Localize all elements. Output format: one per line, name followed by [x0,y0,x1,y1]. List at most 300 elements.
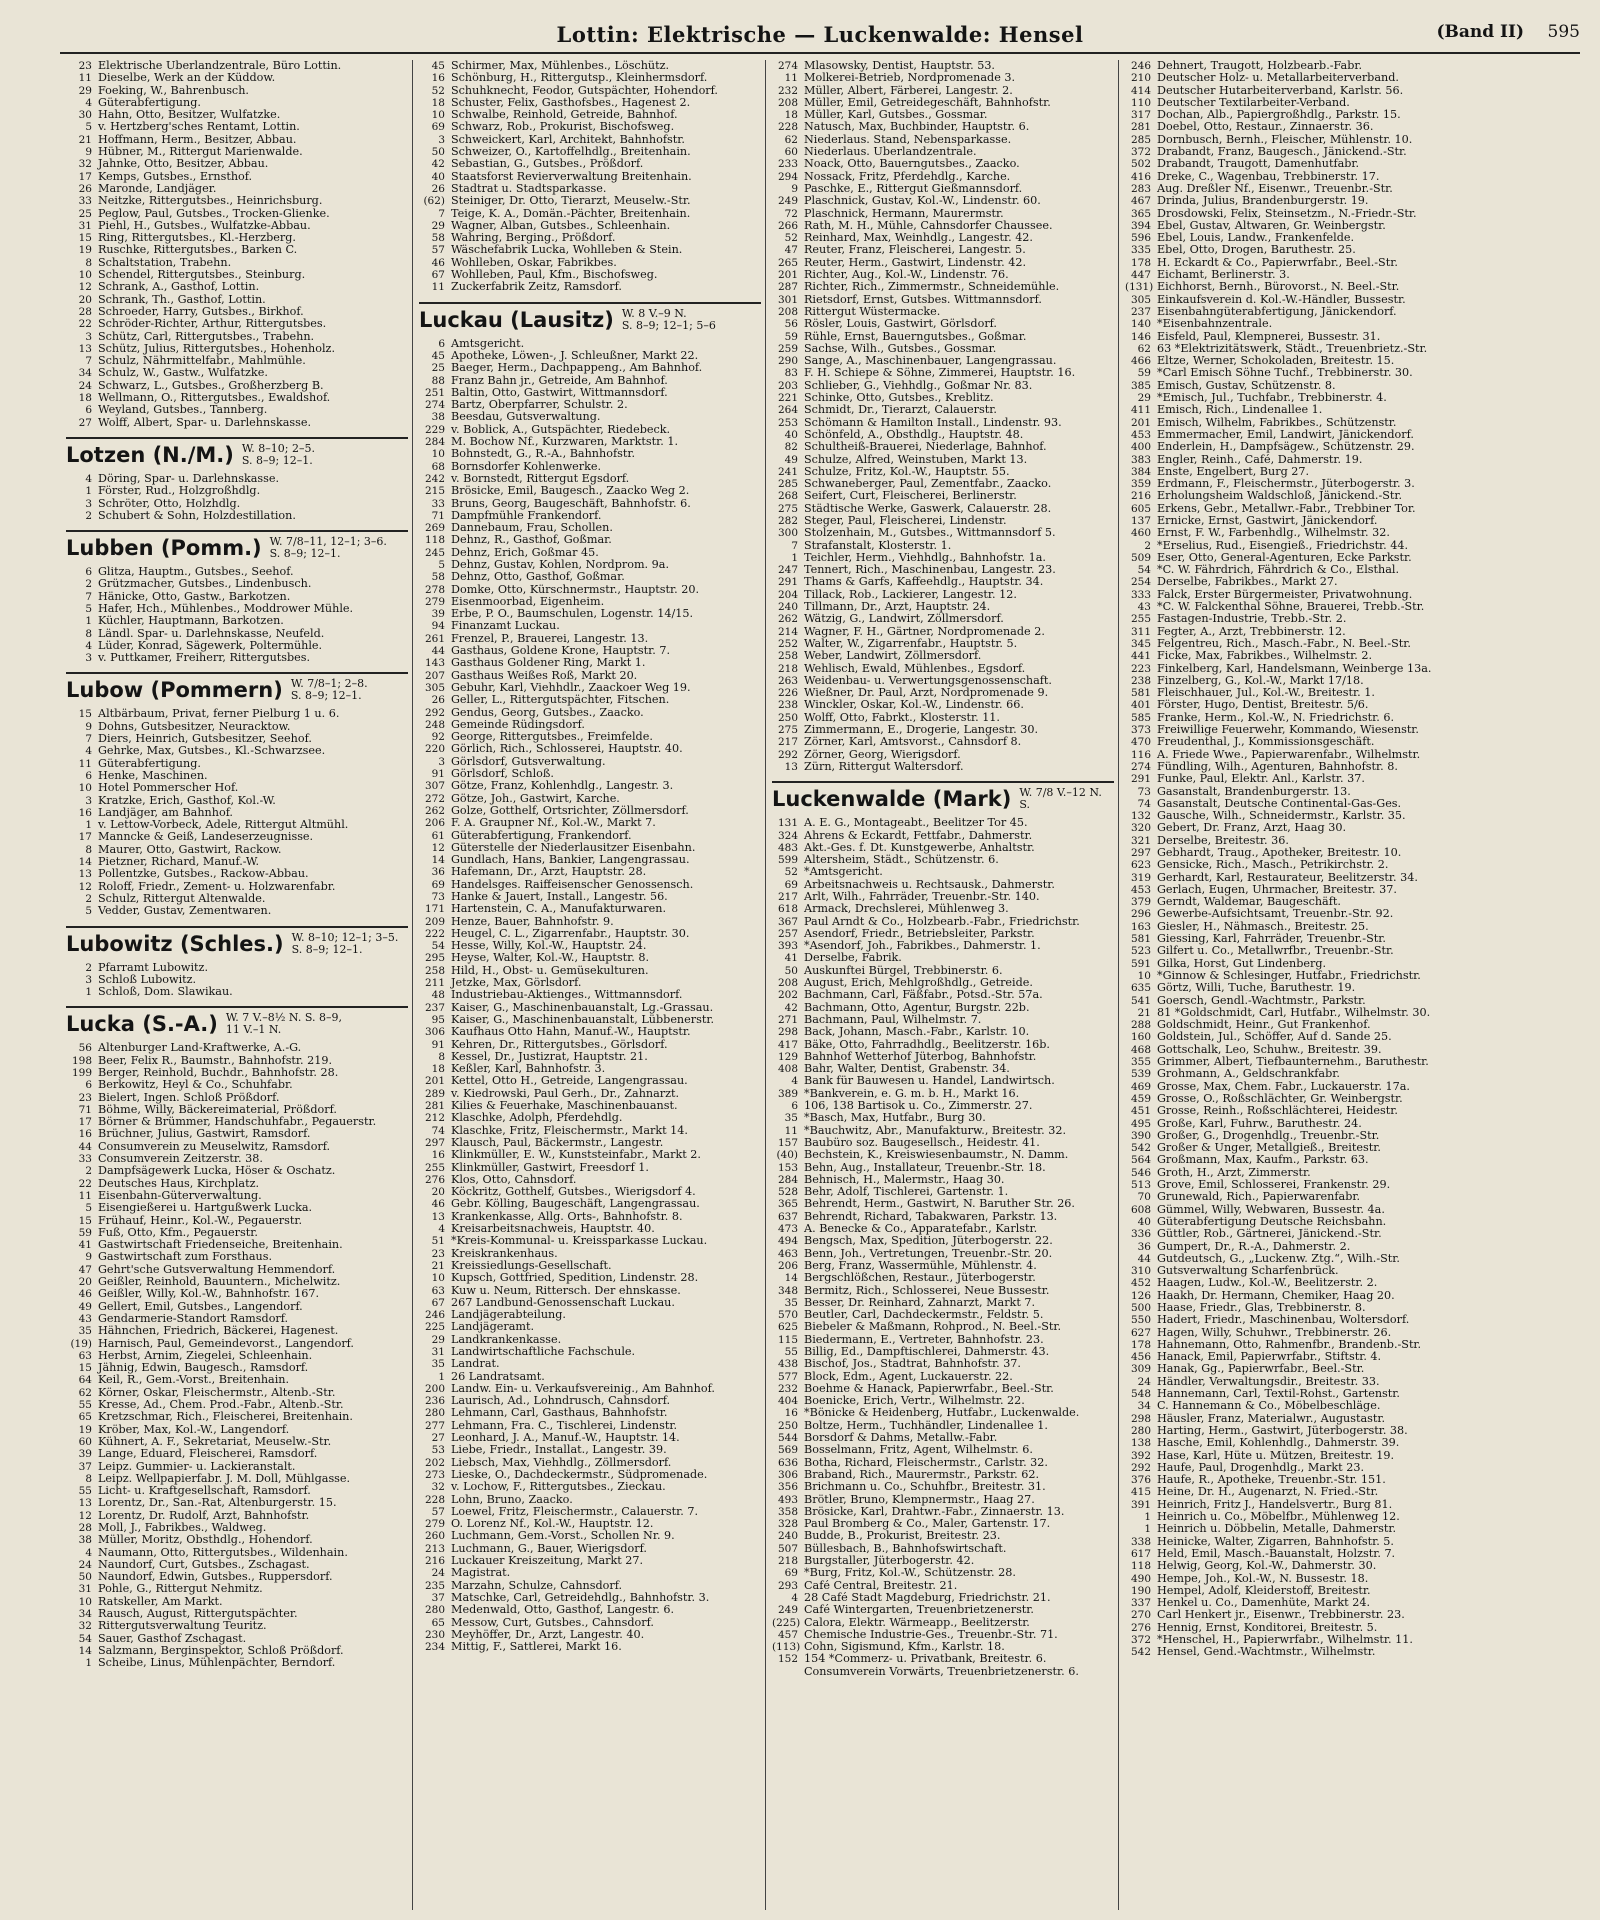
subscriber-name: Gerhardt, Karl, Restaurateur, Beelitzerstr. 34. [1157,871,1418,884]
subscriber-name: Teichler, Herm., Viehhdlg., Bahnhofstr. 1a. [804,551,1046,564]
phone-number: 12 [431,841,445,854]
subscriber-name: Güterabfertigung. [98,757,201,770]
phone-number: 41 [784,952,798,965]
subscriber-entry [419,842,761,854]
phone-number: 274 [1130,760,1151,773]
subscriber-entry [772,1285,1114,1297]
subscriber-name: Messow, Curt, Gutsbes., Cahnsdorf. [451,1616,654,1629]
phone-number: 13 [431,1210,445,1223]
subscriber-name: Hild, H., Obst- u. Gemüsekulturen. [451,964,649,977]
phone-number: 280 [1130,1424,1151,1437]
subscriber-entry [419,1604,761,1616]
phone-number: 627 [1130,1326,1151,1339]
subscriber-name: Bosselmann, Fritz, Agent, Wilhelmstr. 6. [804,1444,1033,1457]
subscriber-name: Grunewald, Rich., Papierwarenfabr. [1157,1191,1361,1204]
subscriber-entry [1125,380,1470,392]
subscriber-name: Besser, Dr. Reinhard, Zahnarzt, Markt 7. [804,1296,1036,1309]
subscriber-entry [419,220,761,232]
subscriber-entry [66,1190,408,1202]
subscriber-entry [1125,1031,1470,1043]
subscriber-entry [772,1112,1114,1124]
subscriber-entry [66,1178,408,1190]
phone-number: 569 [777,1444,798,1457]
subscriber-name: Rausch, August, Rittergutspächter. [98,1608,298,1621]
subscriber-name: Gutsverwaltung Scharfenbrück. [1157,1265,1339,1278]
subscriber-entry [772,854,1114,866]
subscriber-name: Harnisch, Paul, Gemeindevorst., Langendorf. [98,1337,354,1350]
phone-number: 54 [431,940,445,953]
subscriber-name: Arlt, Wilh., Fahrräder, Treuenbr.-Str. 140. [804,891,1040,903]
phone-number: 21 [78,133,92,146]
subscriber-entry [66,795,408,807]
subscriber-entry [1125,466,1470,478]
subscriber-name: Lehmann, Fra. C., Tischlerei, Lindenstr. [451,1419,677,1432]
subscriber-entry [772,466,1114,478]
subscriber-entry [66,1350,408,1362]
subscriber-entry [66,1264,408,1276]
subscriber-entry [66,1399,408,1411]
subscriber-entry [419,411,761,423]
subscriber-name: Schütz, Carl, Rittergutsbes., Trabehn. [98,330,315,343]
subscriber-name: Manncke & Geiß, Landeserzeugnisse. [98,831,314,844]
subscriber-name: v. Lettow-Vorbeck, Adele, Rittergut Altmühl. [98,819,349,832]
phone-number: 384 [1130,465,1151,478]
phone-number: 11 [78,72,92,85]
phone-number: 9 [791,182,798,195]
subscriber-entry [419,1506,761,1518]
subscriber-entry [1125,699,1470,711]
subscriber-name: Drabandt, Traugott, Damenhutfabr. [1157,158,1360,171]
phone-number: 35 [431,1358,445,1371]
phone-number: 238 [1130,674,1151,687]
phone-number: 208 [777,305,798,318]
phone-number: 21 [1137,1006,1151,1019]
subscriber-entry [1125,995,1470,1007]
subscriber-name: Goersch, Gendl.-Wachtmstr., Parkstr. [1157,994,1366,1007]
subscriber-name: Gewerbe-Aufsichtsamt, Treuenbr.-Str. 92. [1157,908,1394,921]
subscriber-name: Staatsforst Revierverwaltung Breitenhain. [451,170,692,183]
subscriber-name: Dornbusch, Bernh., Fleischer, Mühlenstr. 10. [1157,133,1413,146]
subscriber-name: Hasche, Emil, Kohlenhdlg., Dahmerstr. 39. [1157,1437,1400,1450]
phone-number: 10 [78,269,92,282]
subscriber-entry [419,866,761,878]
subscriber-entry [772,1100,1114,1112]
subscriber-name: Naumann, Otto, Rittergutsbes., Wildenhain. [98,1546,348,1559]
phone-number: 305 [1130,293,1151,306]
phone-number: 2 [85,961,92,974]
town-heading [66,672,408,702]
subscriber-entry [419,1297,761,1309]
subscriber-name: George, Rittergutsbes., Freimfelde. [451,731,653,744]
phone-number: 390 [1130,1129,1151,1142]
phone-number: 29 [78,84,92,97]
phone-number: 40 [784,428,798,441]
phone-number: 249 [777,195,798,208]
subscriber-name: Boenicke, Erich, Vertr., Wilhelmstr. 22. [804,1395,1025,1408]
phone-number: 247 [777,564,798,577]
phone-number: 493 [777,1493,798,1506]
subscriber-name: Bäke, Otto, Fahrradhdlg., Beelitzerstr. 16b. [804,1038,1050,1051]
subscriber-name: C. Hannemann & Co., Möbelbeschläge. [1157,1400,1381,1413]
subscriber-name: Ernst, F. W., Farbenhdlg., Wilhelmstr. 32. [1157,527,1390,540]
subscriber-name: *Amtsgericht. [804,866,883,879]
subscriber-entry [772,650,1114,662]
phone-number: 4 [85,1546,92,1559]
phone-number: 233 [777,158,798,171]
subscriber-entry [419,1407,761,1419]
subscriber-name: Grosse, Max, Chem. Fabr., Luckauerstr. 17a. [1157,1080,1410,1093]
subscriber-entry [419,1248,761,1260]
subscriber-name: Lüder, Konrad, Sägewerk, Poltermühle. [98,639,323,652]
directory-page [60,60,1580,1910]
subscriber-entry [772,195,1114,207]
subscriber-entry [1125,1376,1470,1388]
subscriber-name: Kratzke, Erich, Gasthof, Kol.-W. [98,794,276,807]
subscriber-entry [772,429,1114,441]
subscriber-name: Ebel, Otto, Drogen, Baruthestr. 25. [1157,244,1356,257]
subscriber-entry [419,743,761,755]
subscriber-entry [772,72,1114,84]
phone-number: 94 [431,620,445,633]
subscriber-entry [772,1309,1114,1321]
phone-number: 345 [1130,637,1151,650]
subscriber-entry [66,1104,408,1116]
phone-number: 5 [85,121,92,134]
phone-number: 29 [431,1333,445,1346]
phone-number: 292 [1130,1461,1151,1474]
phone-number: 451 [1130,1105,1151,1118]
phone-number: 7 [791,539,798,552]
phone-number: 52 [431,84,445,97]
subscriber-name: Fuß, Otto, Kfm., Pegauerstr. [98,1226,258,1239]
phone-number: 544 [777,1432,798,1445]
subscriber-entry [419,399,761,411]
subscriber-name: Eichhorst, Bernh., Bürovorst., N. Beel.-Str. [1157,281,1400,294]
phone-number: 221 [777,392,798,405]
subscriber-name: Mittig, F., Sattlerei, Markt 16. [451,1641,622,1654]
phone-number: 1 [791,551,798,564]
phone-number: 400 [1130,441,1151,454]
phone-number: 18 [431,96,445,109]
subscriber-entry [1125,232,1470,244]
subscriber-entry [419,498,761,510]
subscriber-name: *C. W. Falckenthal Söhne, Brauerei, Trebb.-Str. [1157,601,1425,614]
subscriber-name: Landkrankenkasse. [451,1333,562,1346]
subscriber-name: Luchmann, G., Bauer, Wierigsdorf. [451,1542,647,1555]
phone-number: 623 [1130,859,1151,872]
subscriber-entry [772,564,1114,576]
subscriber-name: Bahr, Walter, Dentist, Grabenstr. 34. [804,1063,1010,1076]
subscriber-entry [772,1420,1114,1432]
phone-number: 118 [1130,1560,1151,1573]
phone-number: 41 [78,1239,92,1252]
subscriber-name: Heine, Dr. H., Augenarzt, N. Fried.-Str. [1157,1486,1379,1499]
subscriber-entry [772,1580,1114,1592]
subscriber-name: Ernicke, Ernst, Gastwirt, Jänickendorf. [1157,514,1378,527]
phone-number: 204 [777,588,798,601]
subscriber-name: Molkerei-Betrieb, Nordpromenade 3. [804,72,1016,85]
subscriber-entry [1125,269,1470,281]
phone-number: 507 [777,1542,798,1555]
subscriber-entry [66,1461,408,1473]
phone-number: 438 [777,1358,798,1371]
subscriber-entry [772,1334,1114,1346]
subscriber-name: Emisch, Gustav, Schützenstr. 8. [1157,379,1336,392]
phone-number: 25 [78,207,92,220]
subscriber-entry [419,158,761,170]
subscriber-entry [1125,1548,1470,1560]
phone-number: 17 [78,1116,92,1129]
phone-number: 463 [777,1247,798,1260]
subscriber-name: Eisengießerei u. Hartgußwerk Lucka. [98,1202,313,1215]
subscriber-entry [66,232,408,244]
phone-number: 201 [424,1075,445,1088]
phone-number: 12 [78,1509,92,1522]
subscriber-name: Giesler, H., Nähmasch., Breitestr. 25. [1157,920,1369,933]
subscriber-name: Gerndt, Waldemar, Baugeschäft. [1157,896,1341,909]
phone-number: 296 [1130,908,1151,921]
phone-number: 71 [431,509,445,522]
subscriber-name: Rösler, Louis, Gastwirt, Görlsdorf. [804,318,997,331]
subscriber-entry [66,819,408,831]
subscriber-name: Görlsdorf, Gutsverwaltung. [451,755,606,768]
phone-number: 50 [431,146,445,159]
subscriber-name: Café Central, Breitestr. 21. [804,1579,958,1592]
subscriber-name: Brösicke, Emil, Baugesch., Zaacko Weg 2. [451,485,690,498]
phone-number: 460 [1130,527,1151,540]
subscriber-name: Tillack, Rob., Lackierer, Langestr. 12. [804,588,1017,601]
phone-number: 235 [424,1579,445,1592]
phone-number: 257 [777,927,798,940]
subscriber-name: Luckauer Kreiszeitung, Markt 27. [451,1555,644,1568]
subscriber-name: Kresse, Ad., Chem. Prod.-Fabr., Altenb.-Str. [98,1399,344,1412]
subscriber-name: Burgstaller, Jüterbogerstr. 42. [804,1555,975,1568]
subscriber-name: Lieske, O., Dachdeckermstr., Südpromenade. [451,1468,708,1481]
subscriber-name: Behrendt, Herm., Gastwirt, N. Baruther Str. 26. [804,1198,1075,1211]
subscriber-name: Bornsdorfer Kohlenwerke. [451,460,602,473]
subscriber-entry [419,232,761,244]
subscriber-name: Sange, A., Maschinenbauer, Langengrassau. [804,355,1057,368]
subscriber-name: Kröber, Max, Kol.-W., Langendorf. [98,1423,290,1436]
phone-number: 9 [85,146,92,159]
subscriber-entry [1125,896,1470,908]
phone-number: 245 [424,546,445,559]
phone-number: 291 [1130,773,1151,786]
subscriber-entry [1125,97,1470,109]
phone-number: 74 [1137,797,1151,810]
phone-number: 32 [78,158,92,171]
subscriber-entry [772,830,1114,842]
subscriber-entry [419,473,761,485]
subscriber-entry [772,1629,1114,1641]
page-title: Lottin: Elektrische — Luckenwalde: Hensel [556,22,1084,47]
phone-number: 298 [1130,1412,1151,1425]
phone-number: 251 [424,386,445,399]
subscriber-name: Mlasowsky, Dentist, Hauptstr. 53. [804,60,995,72]
phone-number: 270 [1130,1609,1151,1622]
subscriber-name: Derselbe, Breitestr. 36. [1157,834,1289,847]
subscriber-entry [1125,1191,1470,1203]
phone-number: 268 [777,490,798,503]
subscriber-entry [1125,847,1470,859]
phone-number: 333 [1130,588,1151,601]
subscriber-entry [1125,1081,1470,1093]
phone-number: 542 [1130,1646,1151,1659]
subscriber-name: Emisch, Rich., Lindenallee 1. [1157,404,1323,417]
subscriber-name: Erholungsheim Waldschloß, Jänickend.-Str. [1157,490,1403,503]
subscriber-name: Schloß Lubowitz. [98,973,197,986]
phone-number: 263 [777,674,798,687]
subscriber-entry [1125,1474,1470,1486]
subscriber-name: Güttler, Rob., Gärtnerei, Jänickend.-Str. [1157,1228,1382,1241]
subscriber-name: Wehlisch, Ewald, Mühlenbes., Egsdorf. [804,662,1026,675]
subscriber-entry [66,60,408,72]
subscriber-name: Gumpert, Dr., R.-A., Dahmerstr. 2. [1157,1240,1351,1253]
phone-number: 13 [78,1497,92,1510]
phone-number: 372 [1130,1634,1151,1646]
phone-number: 391 [1130,1498,1151,1511]
phone-number: 2 [85,578,92,591]
subscriber-name: Pollentzke, Gutsbes., Rackow-Abbau. [98,868,309,881]
phone-number: 34 [1137,1400,1151,1413]
subscriber-entry [66,1079,408,1091]
subscriber-name: Bohnstedt, G., R.-A., Bahnhofstr. [451,448,636,461]
subscriber-name: Müller, Karl, Gutsbes., Gossmar. [804,109,988,122]
subscriber-name: Eisenbahn-Güterverwaltung. [98,1189,262,1202]
subscriber-entry [772,687,1114,699]
phone-number: 250 [777,1419,798,1432]
subscriber-name: Großer & Unger, Metallgieß., Breitestr. [1157,1142,1381,1155]
subscriber-entry [419,903,761,915]
subscriber-entry [772,940,1114,952]
subscriber-name: Consumverein Zeitzerstr. 38. [98,1153,263,1166]
phone-number: 294 [777,170,798,183]
subscriber-name: *Basch, Max, Hutfabr., Burg 30. [804,1112,986,1125]
subscriber-name: Gensicke, Rich., Masch., Petrikirchstr. 2. [1157,859,1389,872]
subscriber-name: Tennert, Rich., Maschinenbau, Langestr. 23. [804,564,1056,577]
subscriber-name: Botha, Richard, Fleischermstr., Carlstr. 32. [804,1456,1048,1469]
subscriber-name: Drinda, Julius, Brandenburgerstr. 19. [1157,195,1369,208]
subscriber-entry [1125,1413,1470,1425]
subscriber-name: Golze, Gotthelf, Ortsrichter, Zöllmersdorf. [451,804,689,817]
subscriber-name: Gottschalk, Leo, Schuhw., Breitestr. 39. [1157,1043,1382,1056]
phone-number: 118 [424,534,445,547]
subscriber-entry [1125,822,1470,834]
subscriber-name: Keil, R., Gem.-Vorst., Breitenhain. [98,1374,290,1387]
subscriber-entry [772,355,1114,367]
subscriber-entry [1125,1437,1470,1449]
subscriber-entry [419,183,761,195]
subscriber-entry [419,682,761,694]
phone-number: 292 [424,706,445,719]
phone-number: 4 [85,96,92,109]
subscriber-entry [772,989,1114,1001]
subscriber-name: Bachmann, Carl, Fäßfabr., Potsd.-Str. 57a. [804,989,1043,1002]
subscriber-name: Rittergutsverwaltung Teuritz. [98,1620,267,1633]
subscriber-name: Kemps, Gutsbes., Ernsthof. [98,170,253,183]
subscriber-name: Emisch, Wilhelm, Fabrikbes., Schützenstr. [1157,416,1397,429]
phone-number: 73 [1137,785,1151,798]
subscriber-name: Schroeder, Harry, Gutsbes., Birkhof. [98,305,304,318]
phone-number: 509 [1130,551,1151,564]
phone-number: 54 [78,1632,92,1645]
subscriber-name: Gellert, Emil, Gutsbes., Langendorf. [98,1300,303,1313]
subscriber-name: Dannebaum, Frau, Schollen. [451,522,613,535]
phone-number: 288 [1130,1019,1151,1032]
subscriber-name: Finkelberg, Karl, Handelsmann, Weinberge 13a. [1157,662,1432,675]
phone-number: 2 [85,892,92,905]
phone-number: 44 [78,1140,92,1153]
subscriber-name: Eisfeld, Paul, Klempnerei, Bussestr. 31. [1157,330,1381,343]
phone-number: 457 [777,1628,798,1641]
subscriber-entry [419,940,761,952]
subscriber-name: Heinrich u. Co., Möbelfbr., Mühlenweg 12. [1157,1511,1400,1524]
subscriber-name: Baeger, Herm., Dachpappeng., Am Bahnhof. [451,362,703,375]
subscriber-entry [772,589,1114,601]
phone-number: 59 [1137,367,1151,380]
subscriber-name: Haase, Friedr., Glas, Trebbinerstr. 8. [1157,1301,1366,1314]
subscriber-entry [1125,884,1470,896]
subscriber-name: Güterabfertigung, Frankendorf. [451,829,632,842]
phone-number: 37 [78,1460,92,1473]
subscriber-name: F. A. Graupner Nf., Kol.-W., Markt 7. [451,817,656,830]
subscriber-name: Deutsches Haus, Kirchplatz. [98,1177,260,1190]
subscriber-entry [419,768,761,780]
subscriber-entry [66,1128,408,1140]
phone-number: 190 [1130,1584,1151,1597]
phone-number: 7 [85,590,92,603]
subscriber-name: Helwig, Georg, Kol.-W., Dahmerstr. 30. [1157,1560,1377,1573]
subscriber-name: Franz Bahn jr., Getreide, Am Bahnhof. [451,374,668,387]
subscriber-name: Jetzke, Max, Görlsdorf. [451,977,582,990]
subscriber-name: Hotel Pommerscher Hof. [98,782,239,795]
subscriber-entry [1125,318,1470,330]
subscriber-entry [66,1473,408,1485]
subscriber-name: Foeking, W., Bahrenbusch. [98,84,249,97]
subscriber-entry [66,269,408,281]
subscriber-name: Eisenbahngüterabfertigung, Jänickendorf. [1157,305,1397,318]
phone-number: (19) [70,1337,92,1350]
phone-number: 285 [777,478,798,491]
subscriber-name: Leipz. Wellpapierfabr. J. M. Doll, Mühlgasse. [98,1472,351,1485]
phone-number: 359 [1130,478,1151,491]
subscriber-entry [66,208,408,220]
subscriber-name: Gebuhr, Karl, Viehhdlr., Zaackoer Weg 19. [451,681,691,694]
phone-number: 65 [431,1616,445,1629]
subscriber-name: Aug. Dreßler Nf., Eisenwr., Treuenbr.-Str. [1157,182,1393,195]
subscriber-entry [772,1026,1114,1038]
phone-number: 201 [777,269,798,282]
subscriber-name: Klaschke, Adolph, Pferdehdlg. [451,1112,623,1125]
subscriber-name: Bank für Bauwesen u. Handel, Landwirtsch. [804,1075,1055,1088]
phone-number: 23 [78,60,92,72]
phone-number: 29 [1137,392,1151,405]
phone-number: 310 [1130,1265,1151,1278]
subscriber-entry [772,1469,1114,1481]
subscriber-entry [419,1567,761,1579]
phone-number: 20 [78,1276,92,1289]
subscriber-entry [66,183,408,195]
phone-number: 6 [791,1100,798,1113]
phone-number: 54 [1137,564,1151,577]
subscriber-name: Emmermacher, Emil, Landwirt, Jänickendorf. [1157,428,1414,441]
phone-number: 636 [777,1456,798,1469]
subscriber-name: Götze, Joh., Gastwirt, Karche. [451,792,620,805]
subscriber-entry [66,1547,408,1559]
subscriber-entry [419,1174,761,1186]
phone-number: 236 [424,1395,445,1408]
phone-number: 95 [431,1013,445,1026]
